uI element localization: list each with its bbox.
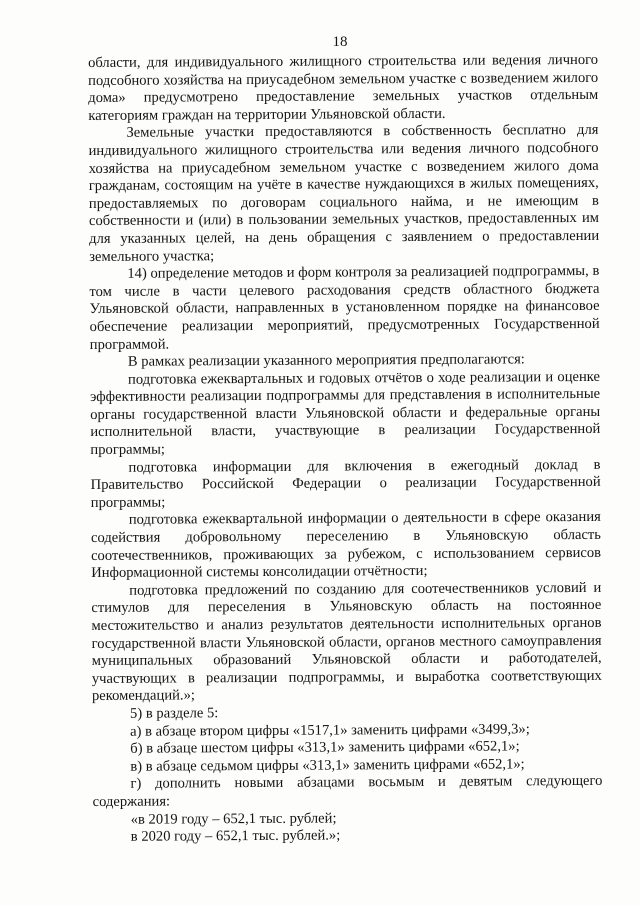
paragraph-reports: подготовка ежеквартальных и годовых отчётов о ходе реализации и оценке эффективности реализации подпрограммы для представления в исполнительные органы государственной власти Ульяновской области и федеральные органы исполнительной власти, участвующие в реализации Государственной программы; [90, 368, 601, 459]
paragraph-2019: «в 2019 году – 652,1 тыс. рублей; [130, 810, 337, 828]
paragraph-2020: в 2020 году – 652,1 тыс. рублей.»; [130, 827, 341, 845]
paragraph-amend-b: б) в абзаце шестом цифры «313,1» заменить цифрами «652,1»; [130, 738, 520, 757]
page-number: 18 [332, 34, 348, 50]
paragraph-land-plots: Земельные участки предоставляются в собственность бесплатно для индивидуального жилищного строительства или ведения личного подсобного хозяйства на приусадебном земельном участке с возведением жилого дома гражданам, состоящим на учёте в качестве нуждающихся в жилых помещениях, предоставляемых по договорам социального найма, и не имеющим в собственности и (или) в пользовании земельных участков, предоставленных им для указанных целей, на день обращения с заявлением о предоставлении земельного участка; [88, 122, 600, 265]
paragraph-annual-report: подготовка информации для включения в ежегодный доклад в Правительство Российской Федерации о реализации Государственной программы; [90, 456, 601, 511]
paragraph-proposals: подготовка предложений по созданию для соотечественников условий и стимулов для переселения в Ульяновскую область на постоянное местожительство и анализ результатов деятельности исполнительных органов государственной власти Ульяновской области, органов местного самоуправления муниципальных образований Ульяновской области и работодателей, участвующих в реализации подпрограммы, и выработка соответствующих рекомендаций.»; [91, 579, 602, 705]
paragraph-continuation: области, для индивидуального жилищного строительства или ведения личного подсобного хозяйства на приусадебном земельном участке с возведением жилого дома» предусмотрено предоставление земельных участков отдельным категориям граждан на территории Ульяновской области. [88, 51, 599, 124]
paragraph-amend-a: а) в абзаце втором цифры «1517,1» заменить цифрами «3499,3»; [130, 720, 530, 740]
paragraph-amend-c: в) в абзаце седьмом цифры «313,1» заменить цифрами «652,1»; [130, 756, 525, 775]
paragraph-measures-intro: В рамках реализации указанного мероприятия предполагаются: [127, 351, 525, 370]
paragraph-quarterly-info: подготовка ежеквартальной информации о деятельности в сфере оказания содействия добровольному переселению в Ульяновскую область соотечественников, проживающих за рубежом, с использованием сервисов Информационной системы консолидации отчётности; [90, 509, 602, 582]
document-body [88, 52, 603, 847]
paragraph-item-14: 14) определение методов и форм контроля за реализацией подпрограммы, в том числе в части целевого расходования средств областного бюджета Ульяновской области, направленных в установленном порядке на финансовое обеспечение реализации мероприятий, предусмотренных Государственной программой. [89, 263, 600, 353]
paragraph-section-5: 5) в разделе 5: [129, 705, 219, 722]
paragraph-amend-d: г) дополнить новыми абзацами восьмым и девятым следующего содержания: [92, 773, 603, 810]
